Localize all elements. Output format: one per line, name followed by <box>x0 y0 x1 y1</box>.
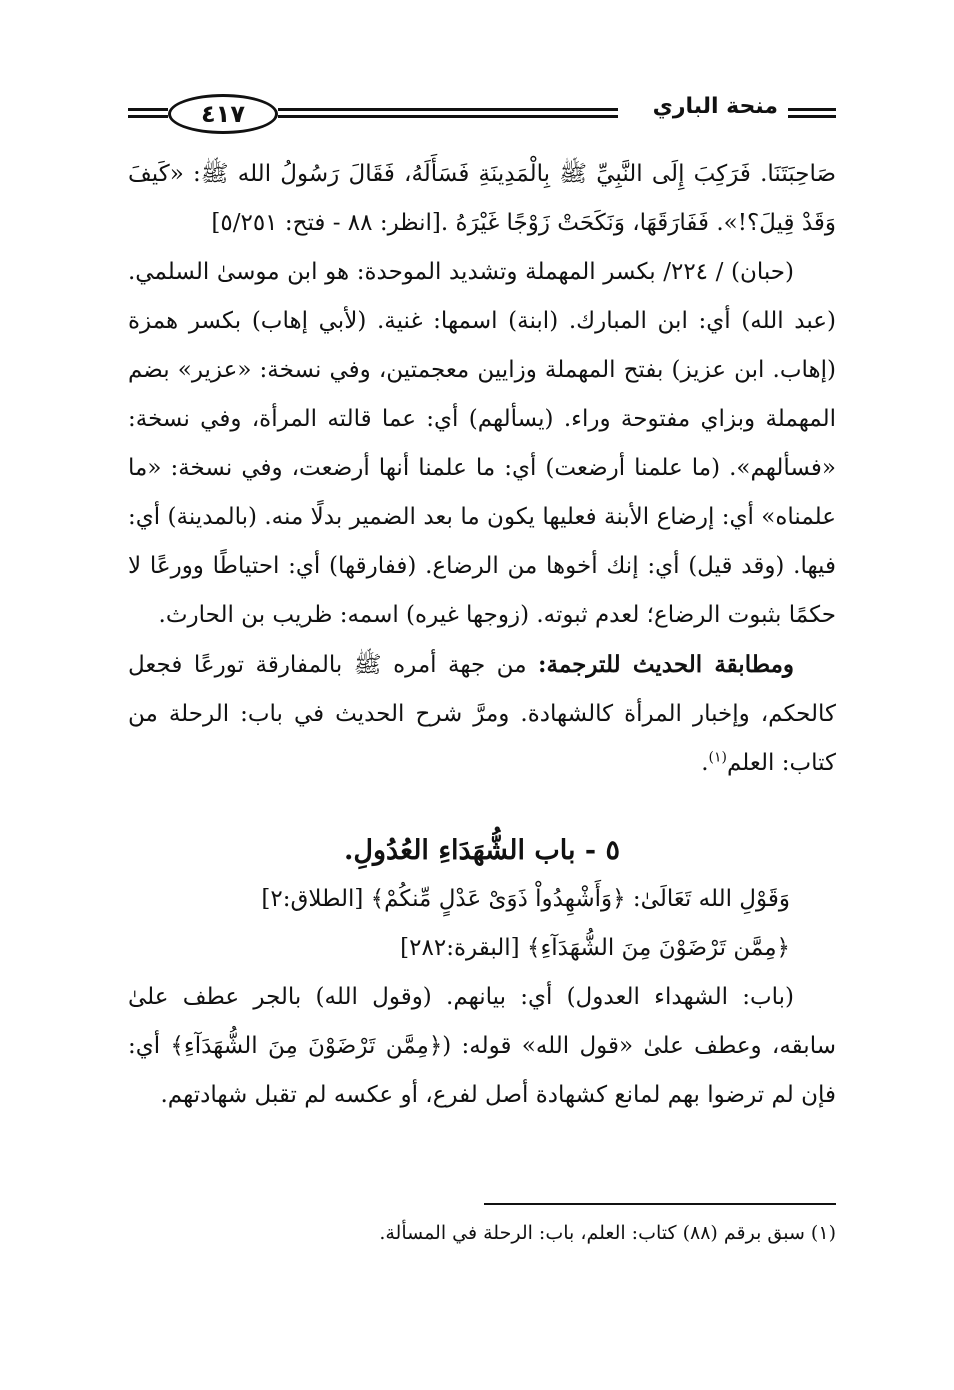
chapter-explanation: (باب: الشهداء العدول) أي: بيانهم. (وقول الله) بالجر عطف علىٰ سابقه، وعطف علىٰ «قول الله» قوله: (﴿مِمَّن تَرْضَوْنَ مِنَ الشُّهَدَآءِ﴾ أي: فإن لم ترضوا بهم لمانع كشهادة أصل لفرع، أو عكسه لم تقبل شهادتهم. <box>128 984 836 1108</box>
chapter-title: ٥ - باب الشُّهَدَاءِ العُدُولِ. <box>343 835 621 866</box>
concordance-end: . <box>701 750 709 776</box>
header-rule-right <box>788 115 836 118</box>
hadith-text: صَاحِبَتَنَا. فَرَكِبَ إِلَى النَّبِيِّ ﷺ بِالْمَدِينَةِ فَسَأَلَهُ، فَقَالَ رَسُولُ الله ﷺ: «كَيفَ وَقَدْ قِيلَ؟!». فَفَارَقَهَا، وَنَكَحَتْ زَوْجًا غَيْرَهُ .[انظر: ٨٨ - فتح: ٥/٢٥١] <box>128 161 836 236</box>
running-title: منحة الباري <box>645 94 786 119</box>
concordance-text: من جهة أمره ﷺ بالمفارقة تورعًا فجعل كالحكم، وإخبار المرأة كالشهادة. ومرَّ شرح الحديث في باب: الرحلة من كتاب: العلم <box>128 652 836 776</box>
footnote-separator <box>484 1203 836 1205</box>
header-rule-middle <box>278 115 618 118</box>
footnote: (١) سبق برقم (٨٨) كتاب: العلم، باب: الرحلة في المسألة. <box>379 1222 836 1244</box>
concordance-paragraph <box>128 640 836 788</box>
header-rule-right <box>788 108 836 111</box>
page-body <box>128 150 836 1120</box>
concordance-label: ومطابقة الحديث للترجمة: <box>538 651 794 678</box>
page-number: ٤١٧ <box>168 94 278 134</box>
quran-verse: ﴿مِمَّن تَرْضَوْنَ مِنَ الشُّهَدَآءِ﴾ [البقرة:٢٨٢] <box>400 935 790 961</box>
quran-verse: وَقَوْلِ الله تَعَالَىٰ: ﴿وَأَشْهِدُواْ ذَوَىْ عَدْلٍ مِّنكُمْ﴾ [الطلاق:٢] <box>261 886 790 912</box>
header-rule-left <box>128 108 168 111</box>
commentary-paragraph: (حبان) / ٢٢٤/ بكسر المهملة وتشديد الموحدة: هو ابن موسىٰ السلمي. (عبد الله) أي: ابن المبارك. (ابنة) اسمها: غنية. (لأبي إهاب) بكسر همزة (إهاب. ابن عزيز) بفتح المهملة وزايين معجمتين، وفي نسخة: «عزير» بضم المهملة وبزاي مفتوحة وراء. (يسألهم) أي: عما قالته المرأة، وفي نسخة: «فسألهم». (ما علمنا أرضعت) أي: ما علمنا أنها أرضعت، وفي نسخة: «ما علمناه» أي: إرضاع الأبنة فعليها يكون ما بعد الضمير بدلًا منه. (بالمدينة) أي: فيها. (وقد قيل) أي: إنك أخوها من الرضاع. (ففارقها) أي: احتياطًا وورعًا لا حكمًا بثبوت الرضاع؛ لعدم ثبوته. (زوجها غيره) اسمه: ظريب بن الحارث. <box>128 259 836 628</box>
header-rule-middle <box>278 108 618 111</box>
header-rule-left <box>128 115 168 118</box>
footnote-marker: (١) <box>708 749 727 766</box>
page-header <box>128 92 836 138</box>
